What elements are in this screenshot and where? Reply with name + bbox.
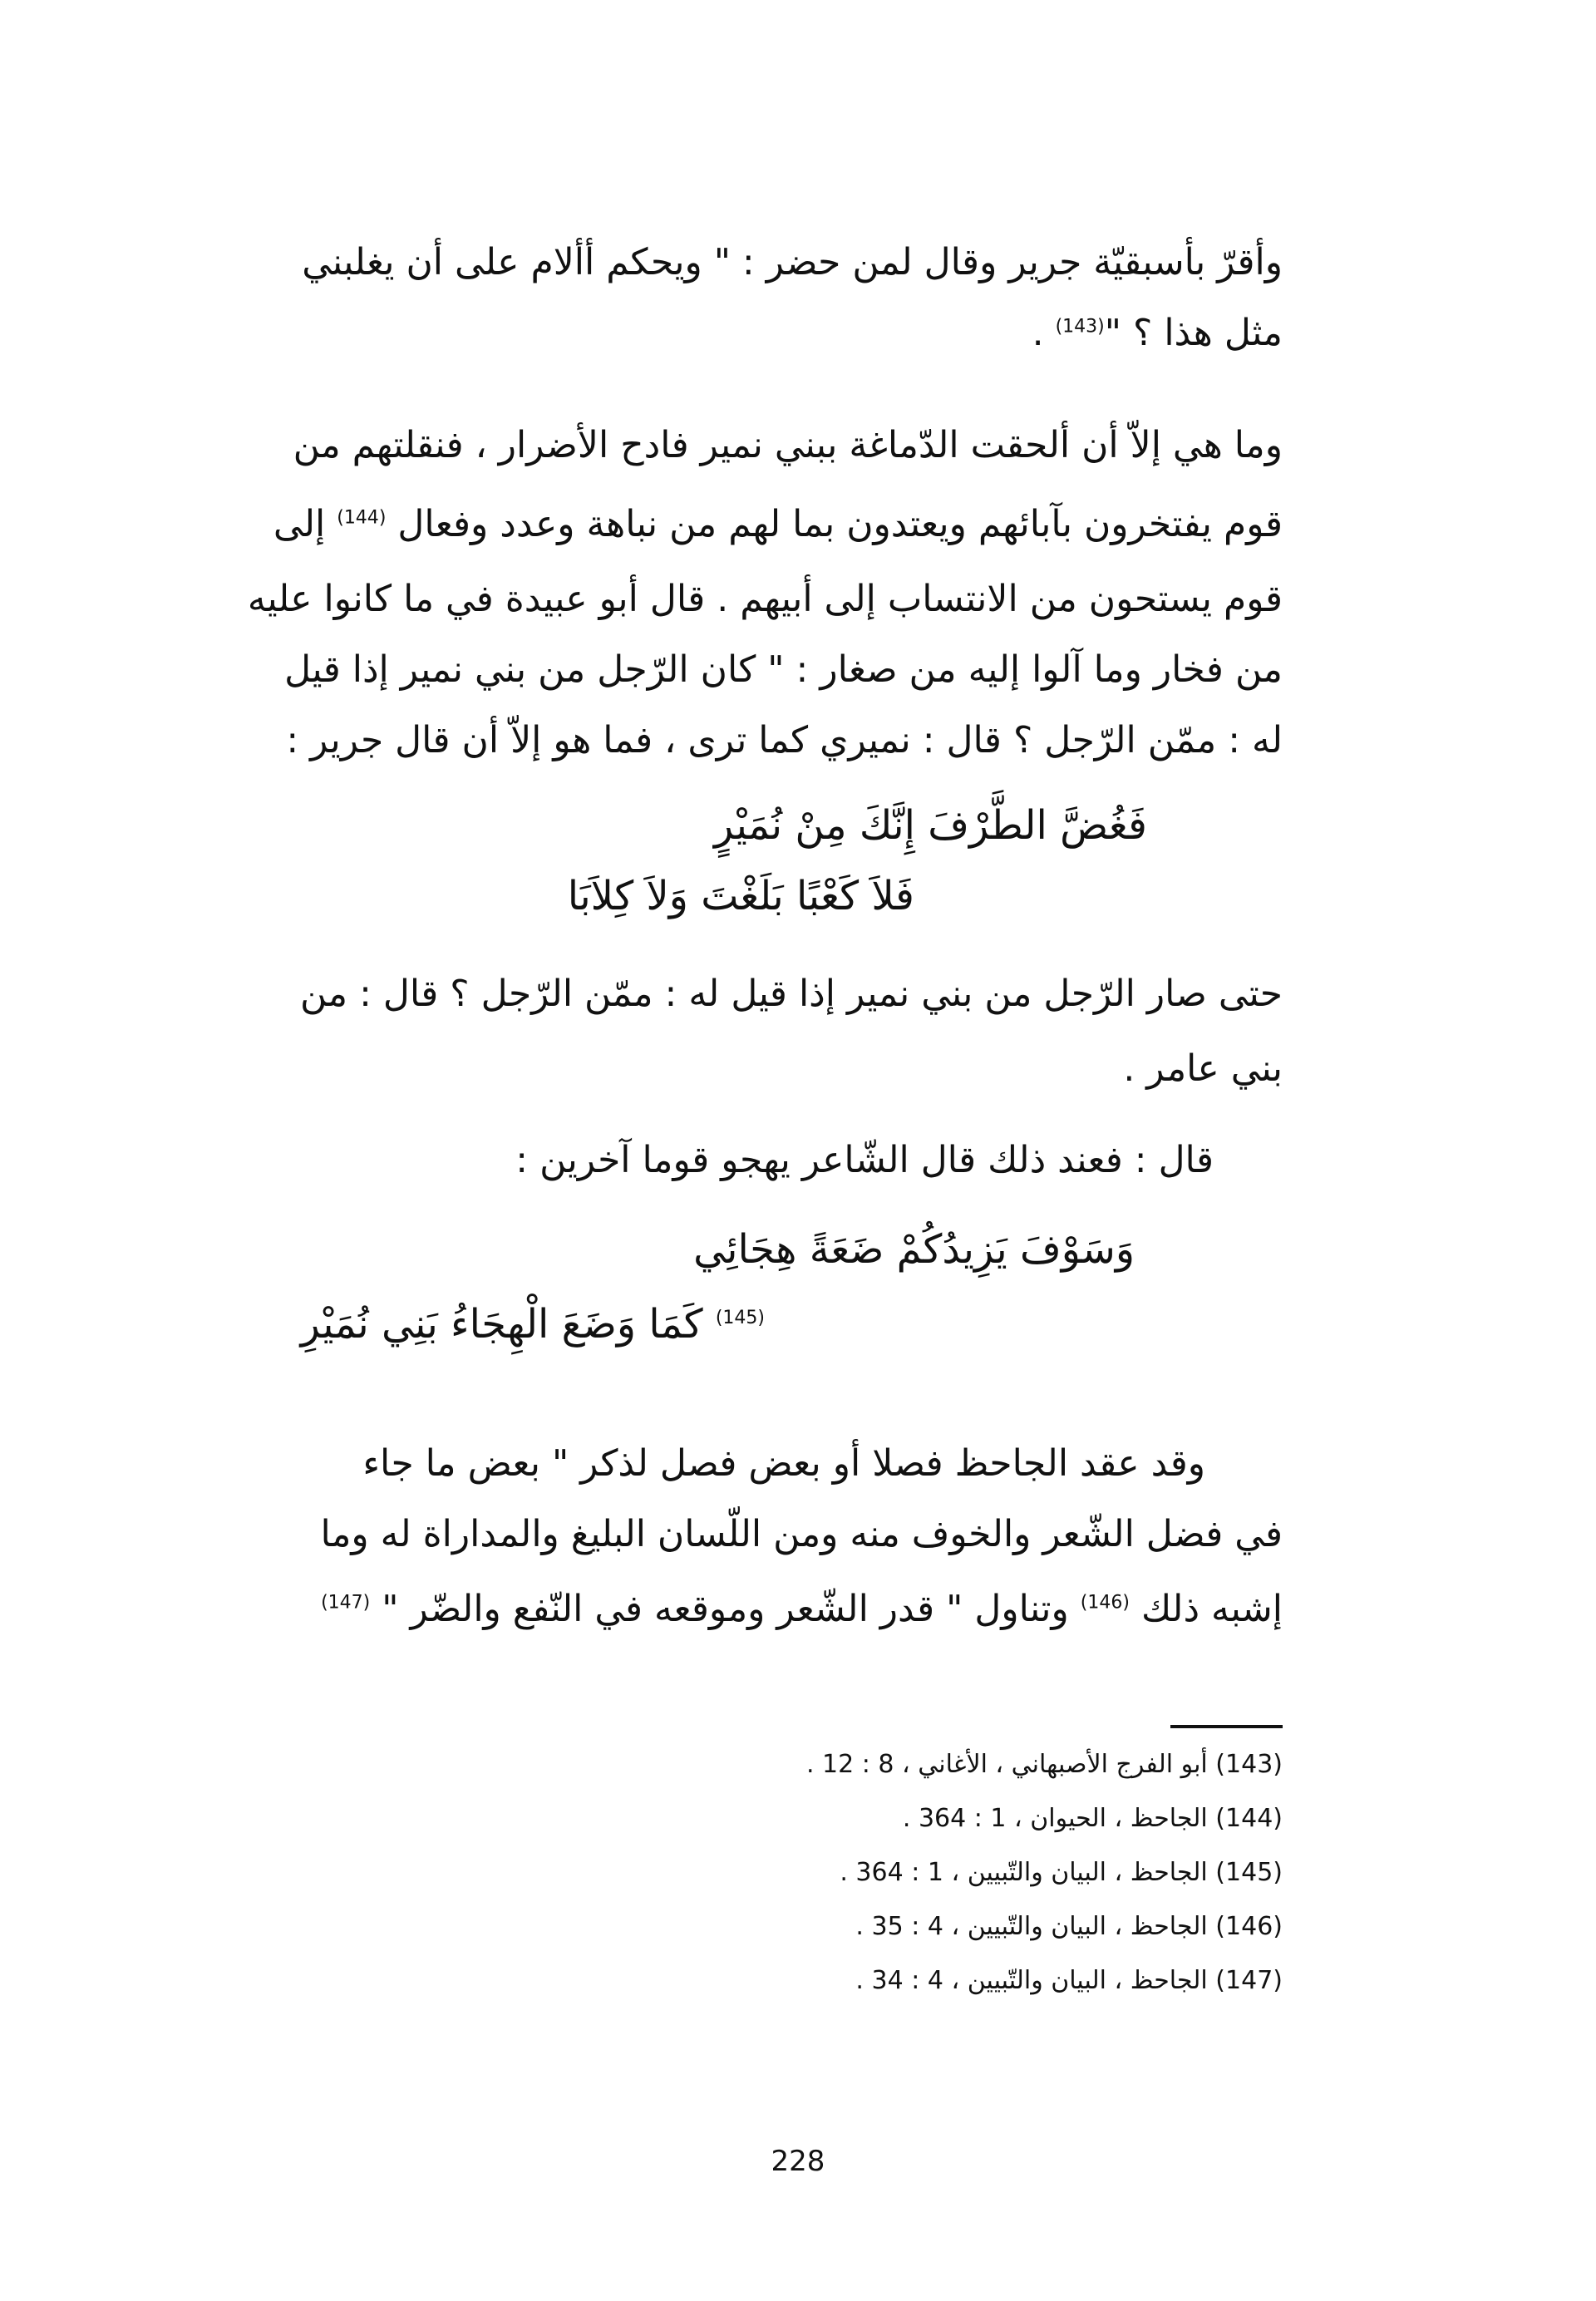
- footnote: (143) أبو الفرج الأصبهاني ، الأغاني ، 8 : 12 .: [805, 1750, 1283, 1779]
- footnote: (145) الجاحظ ، البيان والتّبيين ، 1 : 364 .: [840, 1858, 1283, 1887]
- text-line: وأقرّ بأسبقيّة جرير وقال لمن حضر : " ويحكم أألام على أن يغلبني: [302, 241, 1283, 283]
- text-line: في فضل الشّعر والخوف منه ومن اللّسان البليغ والمداراة له وما: [320, 1513, 1283, 1555]
- text-line: قوم يستحون من الانتساب إلى أبيهم . قال أبو عبيدة في ما كانوا عليه: [247, 578, 1283, 620]
- footnote-ref: (145): [715, 1308, 765, 1328]
- text-line: له : ممّن الرّجل ؟ قال : نميري كما ترى ، فما هو إلاّ أن قال جرير :: [286, 719, 1283, 761]
- text-line: قال : فعند ذلك قال الشّاعر يهجو قوما آخرين :: [515, 1139, 1214, 1181]
- footnote-ref: (143): [1055, 316, 1105, 338]
- footnote: (147) الجاحظ ، البيان والتّبيين ، 4 : 34 .: [855, 1966, 1283, 1995]
- footnote: (144) الجاحظ ، الحيوان ، 1 : 364 .: [902, 1804, 1283, 1833]
- verse-hemistich: فَغُضَّ الطَّرْفَ إِنَّكَ مِنْ نُمَيْرٍ: [714, 802, 1147, 849]
- footnote-ref: (144): [337, 507, 387, 529]
- verse-hemistich: وَسَوْفَ يَزِيدُكُمْ ضَعَةً هِجَائِي: [693, 1226, 1135, 1273]
- text-line: وما هي إلاّ أن ألحقت الدّماغة ببني نمير فادح الأضرار ، فنقلتهم من: [293, 424, 1283, 466]
- text-line: وقد عقد الجاحظ فصلا أو بعض فصل لذكر " بعض ما جاء: [362, 1442, 1205, 1485]
- text-line: من فخار وما آلوا إليه من صغار : " كان الرّجل من بني نمير إذا قيل: [284, 648, 1283, 691]
- verse-hemistich: فَلاَ كَعْبًا بَلَغْتَ وَلاَ كِلاَبَا: [567, 873, 914, 919]
- footnote-ref: (147): [321, 1592, 371, 1614]
- text-line: قوم يفتخرون بآبائهم ويعتدون بما لهم من نباهة وعدد وفعال $^{(144)}$ إلى: [273, 503, 1283, 545]
- footnote: (146) الجاحظ ، البيان والتّبيين ، 4 : 35 .: [855, 1912, 1283, 1941]
- footnote-divider: [1170, 1725, 1283, 1728]
- text-line: مثل هذا ؟ "$^{(143)}$ .: [1032, 312, 1283, 354]
- page-number: 228: [771, 2145, 825, 2178]
- verse-hemistich: $^{(145)}$ كَمَا وَضَعَ الْهِجَاءُ بَنِي نُمَيْرِ: [300, 1301, 765, 1348]
- footnote-ref: (146): [1080, 1592, 1130, 1614]
- text-line: حتى صار الرّجل من بني نمير إذا قيل له : ممّن الرّجل ؟ قال : من: [300, 973, 1283, 1015]
- text-line: إشبه ذلك $^{(146)}$ وتناول " قدر الشّعر وموقعه في النّفع والضّر " $^{(147)}$: [321, 1588, 1283, 1630]
- text-line: بني عامر .: [1123, 1047, 1283, 1090]
